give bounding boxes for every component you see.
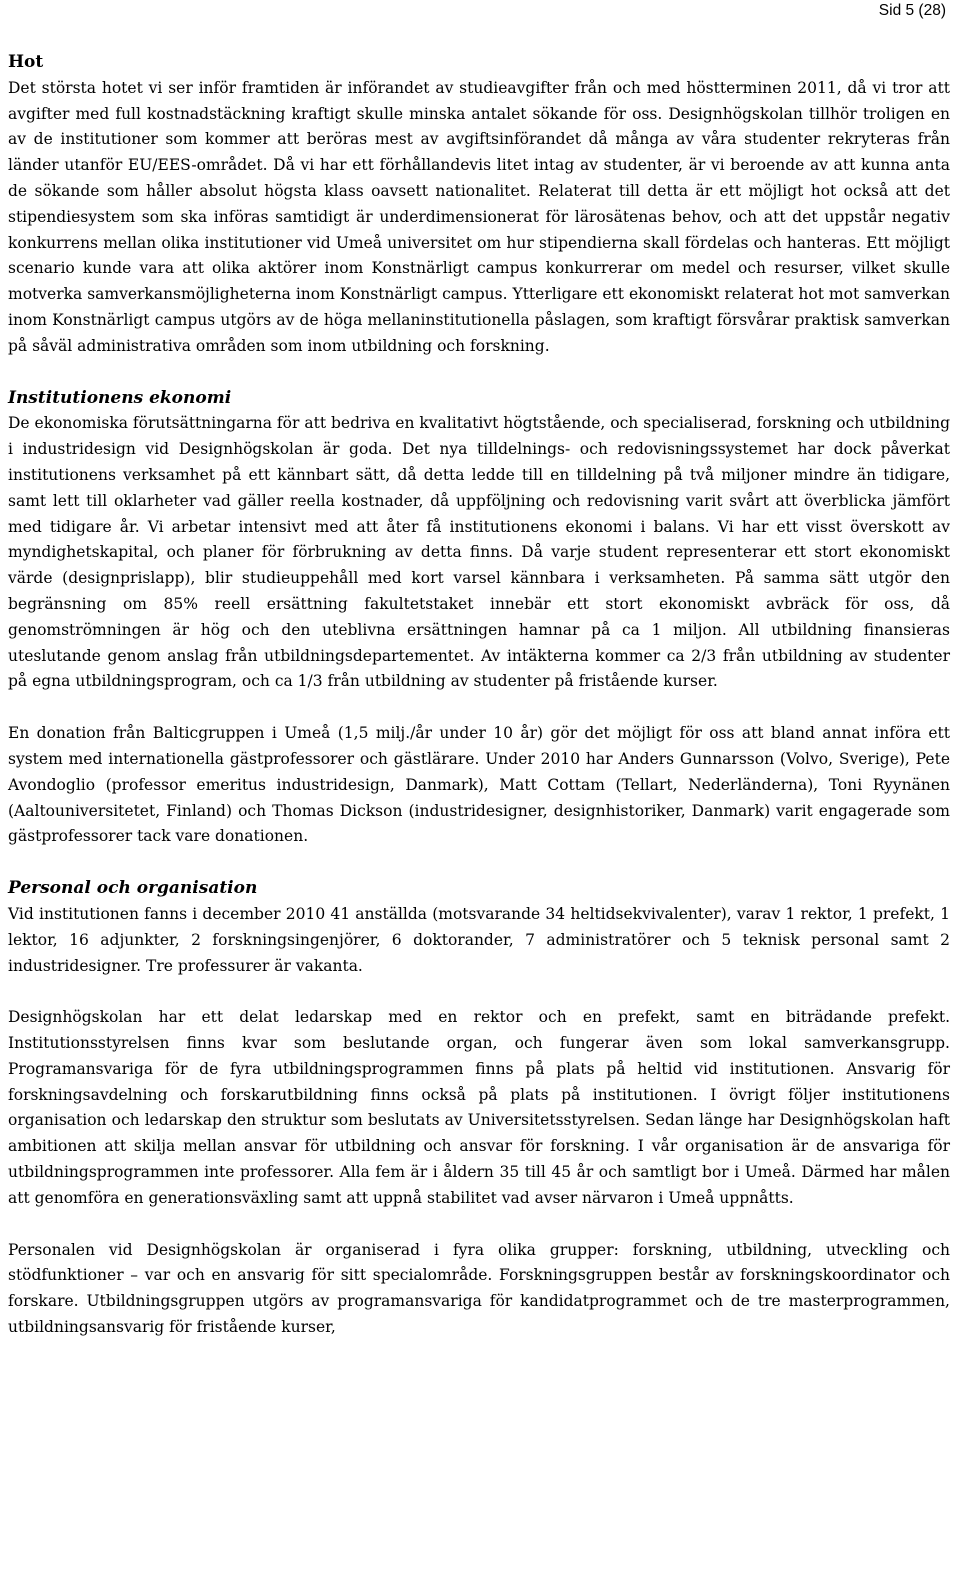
spacer xyxy=(8,850,950,876)
spacer xyxy=(8,695,950,721)
section-title-hot: Hot xyxy=(8,52,44,72)
paragraph-hot: Det största hotet vi ser inför framtiden är införandet av studieavgifter från och med höstterminen 2011, då vi tror att avgifter med full kostnadstäckning kraftigt skulle minska antalet sökande för oss. Designhögskolan tillhör troligen en av de institutioner som kommer att beröras mest av avgiftsinförandet då många av våra studenter rekryteras från länder utanför EU/EES-området. Då vi har ett förhållandevis litet intag av studenter, är vi beroende av att kunna anta de sökande som håller absolut högsta klass oavsett nationalitet. Relaterat till detta är ett möjligt hot också att det stipendiesystem som ska införas samtidigt är underdimensionerat för lärosätenas behov, och att det uppstår negativ konkurrens mellan olika institutioner vid Umeå universitet om hur stipendierna skall fördelas och hanteras. Ett möjligt scenario kunde vara att olika aktörer inom Konstnärligt campus konkurrerar om medel och resurser, vilket skulle motverka samverkansmöjligheterna inom Konstnärligt campus. Ytterligare ett ekonomiskt relaterat hot mot samverkan inom Konstnärligt campus utgörs av de höga mellaninstitutionella påslagen, som kraftigt försvårar praktisk samverkan på såväl administrativa områden som inom utbildning och forskning. xyxy=(8,78,950,355)
spacer xyxy=(8,979,950,1005)
paragraph-ekonomi-2: En donation från Balticgruppen i Umeå (1,5 milj./år under 10 år) gör det möjligt för oss att bland annat införa ett system med internationella gästprofessorer och gästlärare. Under 2010 har Anders Gunnarsson (Volvo, Sverige), Pete Avondoglio (professor emeritus industridesign, Danmark), Matt Cottam (Tellart, Nederländerna), Toni Ryynänen (Aaltouniversitetet, Finland) och Thomas Dickson (industridesigner, designhistoriker, Danmark) varit engagerade som gästprofessorer tack vare donationen. xyxy=(8,724,950,846)
paragraph-personal-3: Personalen vid Designhögskolan är organiserad i fyra olika grupper: forskning, utbildning, utveckling och stödfunktioner – var och en ansvarig för sitt specialområde. Forskningsgruppen består av forskningskoordinator och forskare. Utbildningsgruppen utgörs av programansvariga för kandidatprogrammet och de tre masterprogrammen, utbildningsansvarig för fristående kurser, xyxy=(8,1240,950,1337)
spacer xyxy=(8,1212,950,1238)
paragraph-ekonomi-1: De ekonomiska förutsättningarna för att bedriva en kvalitativt högtstående, och specialiserad, forskning och utbildning i industridesign vid Designhögskolan är goda. Det nya tilldelnings- och redovisningssystemet har dock påverkat institutionens verksamhet på ett kännbart sätt, då detta ledde till en tilldelning på två miljoner mindre än tidigare, samt lett till oklarheter vad gäller reella kostnader, då uppföljning och redovisning varit svårt att överblicka jämfört med tidigare år. Vi arbetar intensivt med att åter få institutionens ekonomi i balans. Vi har ett visst överskott av myndighetskapital, och planer för förbrukning av detta finns. Då varje student representerar ett stort ekonomiskt värde (designprislapp), blir studieuppehåll med kort varsel kännbara i verksamheten. På samma sätt utgör den begränsning om 85% reell ersättning fakultetstaket innebär ett stort ekonomiskt avbräck för oss, då genomströmningen är hög och den uteblivna ersättningen hamnar på ca 1 miljon. All utbildning finansieras uteslutande genom anslag från utbildningsdepartementet. Av intäkterna kommer ca 2/3 från utbildning av studenter på egna utbildningsprogram, och ca 1/3 från utbildning av studenter på fristående kurser. xyxy=(8,414,950,691)
section-title-ekonomi: Institutionens ekonomi xyxy=(8,387,232,408)
paragraph-personal-1: Vid institutionen fanns i december 2010 41 anställda (motsvarande 34 heltidsekvivalenter), varav 1 rektor, 1 prefekt, 1 lektor, 16 adjunkter, 2 forskningsingenjörer, 6 doktorander, 7 administratörer och 5 teknisk personal samt 2 industridesigner. Tre professurer är vakanta. xyxy=(8,904,950,975)
section-title-personal: Personal och organisation xyxy=(8,878,258,899)
page-number: Sid 5 (28) xyxy=(878,2,946,19)
document-body xyxy=(8,50,950,1341)
paragraph-personal-2: Designhögskolan har ett delat ledarskap med en rektor och en prefekt, samt en biträdande prefekt. Institutionsstyrelsen finns kvar som beslutande organ, och fungerar även som lokal samverkansgrupp. Programansvariga för de fyra utbildningsprogrammen finns på plats på heltid vid institutionen. Ansvarig för forskningsavdelning och forskarutbildning finns också på plats på institutionen. I övrigt följer institutionens organisation och ledarskap den struktur som beslutats av Universitetsstyrelsen. Sedan länge har Designhögskolan haft ambitionen att skilja mellan ansvar för utbildning och ansvar för forskning. I vår organisation är de ansvariga för utbildningsprogrammen inte professorer. Alla fem är i åldern 35 till 45 år och samtligt bor i Umeå. Därmed har målen att genomföra en generationsväxling samt att uppnå stabilitet vad avser närvaron i Umeå uppnåtts. xyxy=(8,1008,950,1207)
spacer xyxy=(8,360,950,386)
